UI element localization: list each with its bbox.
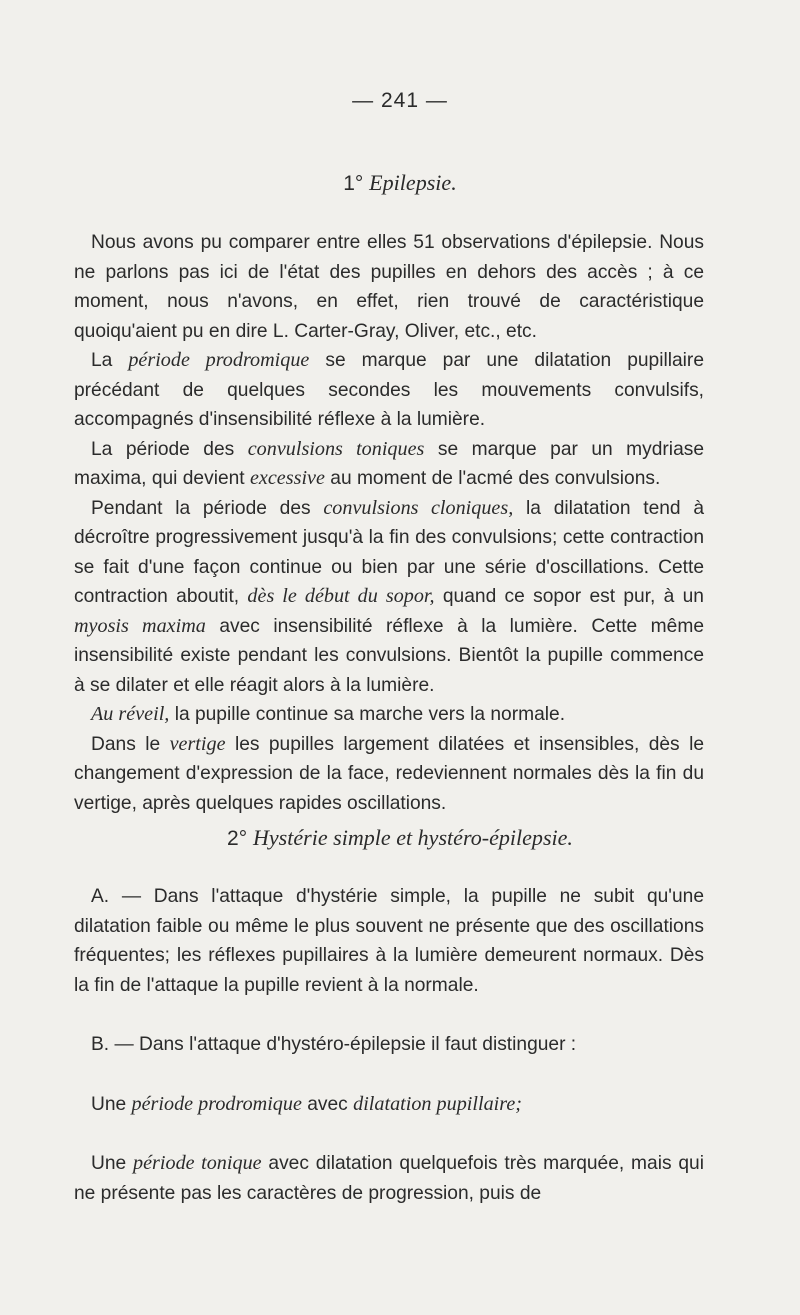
section-number: 1° [343,172,364,195]
section-title: Hystérie simple et hystéro-épilepsie. [252,825,573,850]
section-number: 2° [227,827,248,850]
section-title: Epilepsie. [369,170,457,195]
section-body-epilepsie [74,228,704,818]
paragraph: Une période tonique avec dilatation quelquefois très marquée, mais qui ne présente pas les caractères de progression, puis de [74,1152,704,1204]
paragraph: La période prodromique se marque par une dilatation pupillaire précédant de quelques secondes les mouvements convulsifs, accompagnés d'insensibilité réflexe à la lumière. [74,349,704,430]
paragraph: Nous avons pu comparer entre elles 51 observations d'épilepsie. Nous ne parlons pas ici de l'état des pupilles en dehors des accès ; à ce moment, nous n'avons, en effet, rien trouvé de caractéristique quoiqu'aient pu en dire L. Carter-Gray, Oliver, etc., etc. [74,232,704,342]
paragraph: Dans le vertige les pupilles largement dilatées et insensibles, dès le changement d'expression de la face, redeviennent normales dès la fin du vertige, après quelques rapides oscillations. [74,732,704,814]
paragraph: Pendant la période des convulsions cloniques, la dilatation tend à décroître progressivement jusqu'à la fin des convulsions; cette contraction se fait d'une façon continue ou bien par une série d'oscillations. Cette contraction aboutit, dès le début du sopor, quand ce sopor est pur, à un myosis maxima avec insensibilité réflexe à la lumière. Cette même insensibilité existe pendant les convulsions. Bientôt la pupille commence à se dilater et elle réagit alors à la lumière. [74,496,704,696]
paragraph: Une période prodromique avec dilatation pupillaire; [91,1092,523,1115]
section-heading-epilepsie [0,170,800,196]
paragraph: B. — Dans l'attaque d'hystéro-épilepsie il faut distinguer : [91,1034,577,1055]
paragraph: A. — Dans l'attaque d'hystérie simple, la pupille ne subit qu'une dilatation faible ou même le plus souvent ne présente que des oscillations fréquentes; les réflexes pupillaires à la lumière demeurent normaux. Dès la fin de l'attaque la pupille revient à la normale. [74,886,704,996]
paragraph: Au réveil, la pupille continue sa marche vers la normale. [91,703,566,725]
paragraph: La période des convulsions toniques se marque par un mydriase maxima, qui devient excessive au moment de l'acmé des convulsions. [74,437,705,489]
section-body-hysterie [74,882,704,1208]
section-heading-hysterie [0,825,800,851]
page-number: — 241 — [352,89,448,112]
